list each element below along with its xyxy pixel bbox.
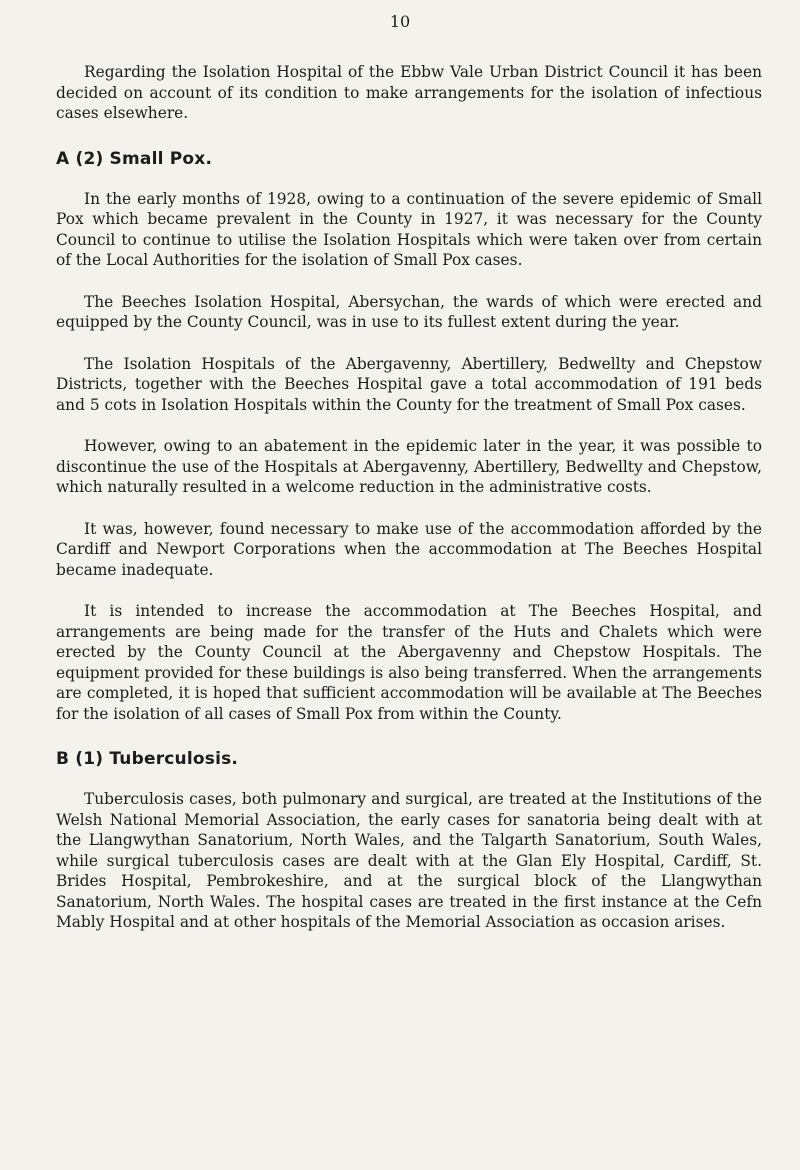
paragraph-accommodation-total: The Isolation Hospitals of the Abergavenny, Abertillery, Bedwellty and Chepstow Districts, together with the Beeches Hospital gave a total accommodation of 191 beds and 5 cots in Isolation Hospitals within the County for the treatment of Small Pox cases. bbox=[56, 354, 762, 414]
paragraph-beeches-hospital: The Beeches Isolation Hospital, Abersychan, the wards of which were erected and equipped by the County Council, was in use to its fullest extent during the year. bbox=[56, 292, 762, 331]
paragraph-abatement: However, owing to an abatement in the epidemic later in the year, it was possible to discontinue the use of the Hospitals at Abergavenny, Abertillery, Bedwellty and Chepstow, which naturally resulted in a welcome reduction in the administrative costs. bbox=[56, 437, 762, 496]
paragraph-tuberculosis-treatment: Tuberculosis cases, both pulmonary and surgical, are treated at the Institutions of the Welsh National Memorial Association, the early cases for sanatoria being dealt with at the Llangwythan Sanatorium, North Wales, and the Talgarth Sanatorium, South Wales, while surgical tuberculosis cases are dealt with at the Glan Ely Hospital, Cardiff, St. Brides Hospital, Pembrokeshire, and at the surgical block of the Llangwythan Sanatorium, North Wales. The hospital cases are treated in the first instance at the Cefn Mably Hospital and at other hospitals of the Memorial Association as occasion arises. bbox=[56, 790, 762, 931]
section-heading-tuberculosis: B (1) Tuberculosis. bbox=[56, 749, 239, 769]
paragraph-intended-increase: It is intended to increase the accommodation at The Beeches Hospital, and arrangements are being made for the transfer of the Huts and Chalets which were erected by the County Council at the Abergavenny and Chepstow Hospitals. The equipment provided for these buildings is also being transferred. When the arrangements are completed, it is hoped that sufficient accommodation will be available at The Beeches for the isolation of all cases of Small Pox from within the County. bbox=[56, 602, 762, 723]
paragraph-isolation-hospital: Regarding the Isolation Hospital of the Ebbw Vale Urban District Council it has been decided on account of its condition to make arrangements for the isolation of infectious cases elsewhere. bbox=[56, 63, 762, 122]
page-content bbox=[56, 62, 762, 933]
page-number: 10 bbox=[389, 12, 411, 31]
paragraph-small-pox-epidemic: In the early months of 1928, owing to a continuation of the severe epidemic of Small Pox which became prevalent in the County in 1927, it was necessary for the County Council to continue to utilise the Isolation Hospitals which were taken over from certain of the Local Authorities for the isolation of Small Pox cases. bbox=[56, 189, 762, 269]
section-heading-small-pox: A (2) Small Pox. bbox=[56, 148, 213, 169]
paragraph-cardiff-newport: It was, however, found necessary to make use of the accommodation afforded by the Cardiff and Newport Corporations when the accommodation at The Beeches Hospital became inadequate. bbox=[56, 519, 762, 579]
